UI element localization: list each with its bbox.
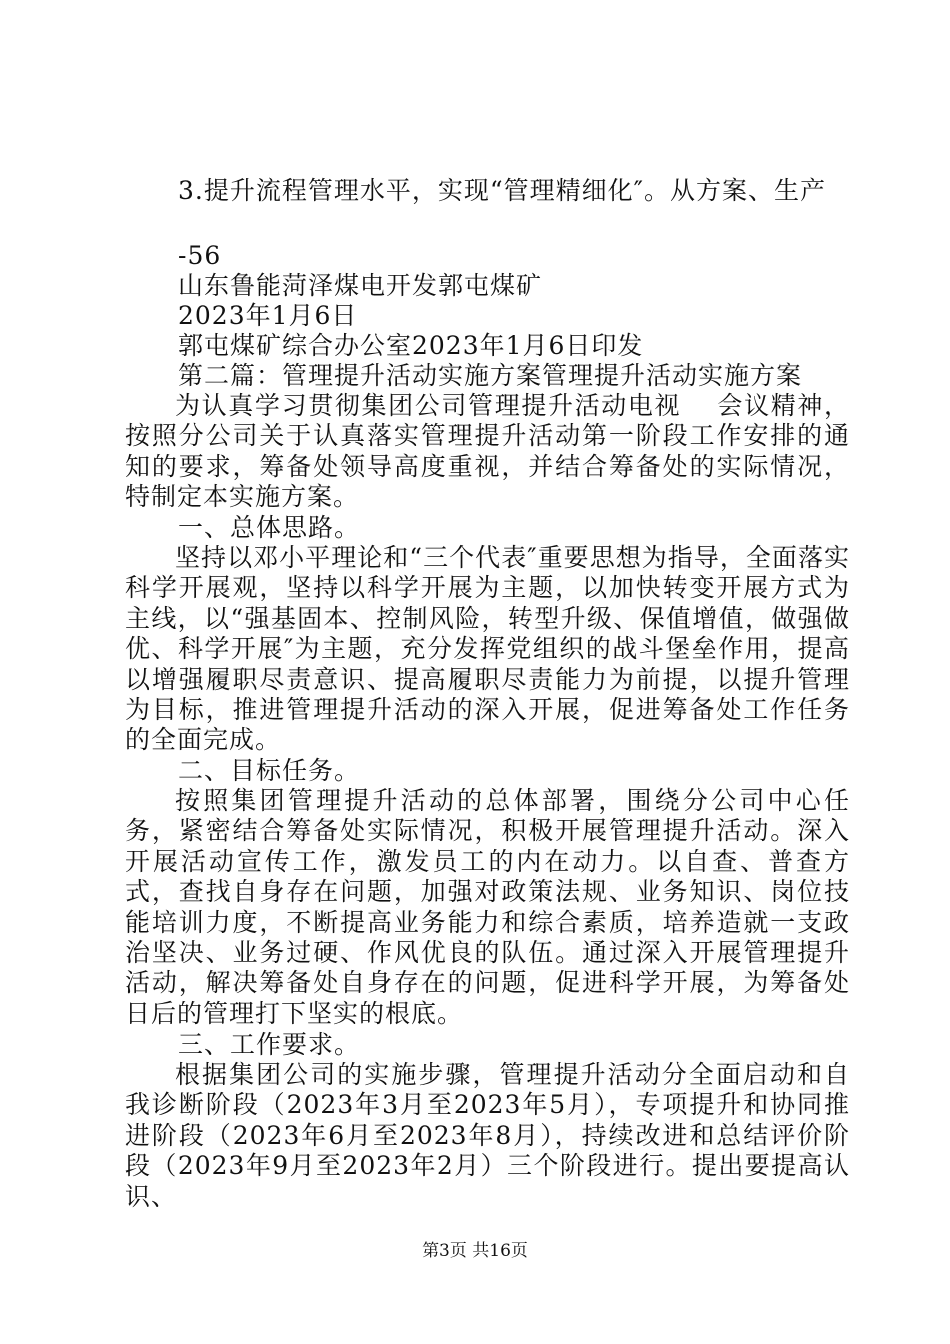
section-1-heading: 一、总体思路。 [178,513,361,542]
intro-paragraph: 为认真学习贯彻集团公司管理提升活动电视 会议精神，按照分公司关于认真落实管理提升活动第一阶段工作安排的通知的要求，筹备处领导高度重视，并结合筹备处的实际情况，特制定本实施方案。 [125,391,850,512]
section-3-heading: 三、工作要求。 [178,1030,361,1059]
section-2-heading: 二、目标任务。 [178,756,361,785]
page-footer: 第3页 共16页 [422,1241,528,1261]
print-note: 郭屯煤矿综合办公室2023年1月6日印发 [178,331,644,360]
page-marker: -56 [178,241,222,270]
organization-name: 山东鲁能菏泽煤电开发郭屯煤矿 [178,271,543,300]
document-date: 2023年1月6日 [178,301,358,330]
section-2-body: 按照集团管理提升活动的总体部署，围绕分公司中心任务，紧密结合筹备处实际情况，积极开展管理提升活动。深入开展活动宣传工作，激发员工的内在动力。以自查、普查方式，查找自身存在问题，加强对政策法规、业务知识、岗位技能培训力度，不断提高业务能力和综合素质，培养造就一支政治坚决、业务过硬、作风优良的队伍。通过深入开展管理提升活动，解决筹备处自身存在的问题，促进科学开展，为筹备处日后的管理打下坚实的根底。 [125,786,850,1028]
section-3-body: 根据集团公司的实施步骤，管理提升活动分全面启动和自我诊断阶段（2023年3月至2023年5月），专项提升和协同推进阶段（2023年6月至2023年8月），持续改进和总结评价阶段（2023年9月至2023年2月）三个阶段进行。提出要提高认识、 [125,1060,850,1211]
section-1-body: 坚持以邓小平理论和“三个代表″重要思想为指导，全面落实科学开展观，坚持以科学开展为主题，以加快转变开展方式为主线，以“强基固本、控制风险，转型升级、保值增值，做强做优、科学开展″为主题，充分发挥党组织的战斗堡垒作用，提高以增强履职尽责意识、提高履职尽责能力为前提，以提升管理为目标，推进管理提升活动的深入开展，促进筹备处工作任务的全面完成。 [125,543,850,755]
chapter-title: 第二篇：管理提升活动实施方案管理提升活动实施方案 [178,361,803,390]
list-item-3: 3.提升流程管理水平，实现“管理精细化″。从方案、生产 [178,176,826,205]
